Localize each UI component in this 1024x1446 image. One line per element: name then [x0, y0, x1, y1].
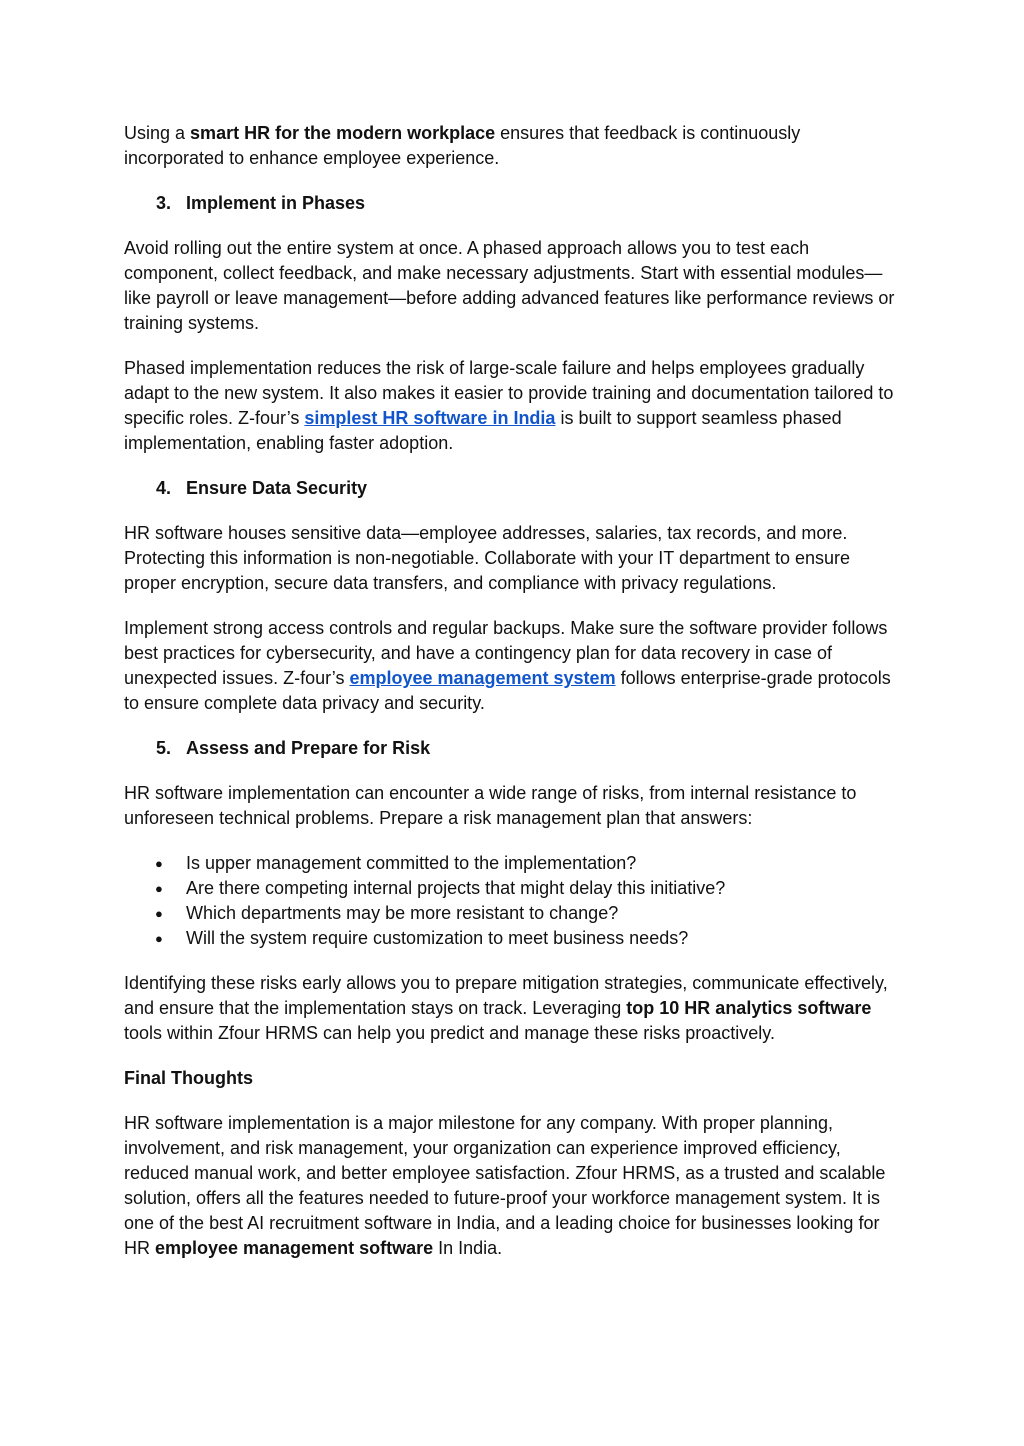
paragraph-smart-hr [124, 121, 904, 171]
list-item-text: Is upper management committed to the implementation? [186, 853, 637, 873]
heading-number: 4. [156, 478, 172, 498]
bullet-icon: ● [155, 856, 163, 871]
list-item [124, 851, 904, 876]
paragraph-sensitive-data: HR software houses sensitive data—employee addresses, salaries, tax records, and more. Protecting this information is non-negotiable. Collaborate with your IT department to ensure proper encryption, secure data transfers, and compliance with privacy regulations. [124, 523, 851, 593]
paragraph-phased-approach: Avoid rolling out the entire system at once. A phased approach allows you to test each component, collect feedback, and make necessary adjustments. Start with essential modules—like payroll or leave management—before adding advanced features like performance reviews or training systems. [124, 238, 895, 333]
text-run: Using a [124, 123, 191, 143]
text-run: HR software implementation is a major milestone for any company. With proper planning, involvement, and risk management, your organization can experience improved efficiency, reduced manual work, and better employee satisfaction. Zfour HRMS, as a trusted and scalable solution, offers all the features needed to future-proof your workforce management system. It is one of the best AI recruitment software in India, and a leading choice for businesses looking for HR [124, 1113, 886, 1258]
bullet-icon: ● [155, 881, 163, 896]
bullet-icon: ● [155, 906, 163, 921]
text-run: follows enterprise-grade protocols to ensure complete data privacy and security. [124, 668, 891, 713]
list-item-text: Will the system require customization to meet business needs? [186, 928, 689, 948]
paragraph-risk-intro: HR software implementation can encounter a wide range of risks, from internal resistance to unforeseen technical problems. Prepare a risk management plan that answers: [124, 783, 857, 828]
text-run: ensures that feedback is continuously incorporated to enhance employee experience. [124, 123, 801, 168]
text-run: is built to support seamless phased implementation, enabling faster adoption. [124, 408, 842, 453]
bold-phrase: top 10 HR analytics software [626, 998, 872, 1018]
bold-phrase: employee management software [155, 1238, 434, 1258]
heading-title: Ensure Data Security [186, 478, 368, 498]
bullet-icon: ● [155, 931, 163, 946]
link-simplest-hr-software[interactable]: simplest HR software in India [304, 408, 556, 428]
heading-number: 3. [156, 193, 172, 213]
list-item [124, 926, 904, 951]
paragraph-final-thoughts [124, 1111, 904, 1261]
section-heading-assess-risk [124, 736, 904, 761]
section-heading-ensure-data-security [124, 476, 904, 501]
list-item-text: Which departments may be more resistant to change? [186, 903, 619, 923]
paragraph-phased-implementation [124, 356, 904, 456]
text-run: Phased implementation reduces the risk of large-scale failure and helps employees gradually adapt to the new system. It also makes it easier to provide training and documentation tailored to specific roles. Z-four’s [124, 358, 894, 428]
section-heading-final-thoughts: Final Thoughts [124, 1068, 253, 1088]
list-item [124, 876, 904, 901]
heading-number: 5. [156, 738, 172, 758]
list-item [124, 901, 904, 926]
bold-phrase: smart HR for the modern workplace [190, 123, 496, 143]
list-item-text: Are there competing internal projects that might delay this initiative? [186, 878, 726, 898]
section-heading-implement-in-phases [124, 191, 904, 216]
risk-question-list [124, 851, 904, 951]
heading-title: Implement in Phases [186, 193, 366, 213]
heading-title: Assess and Prepare for Risk [186, 738, 431, 758]
text-run: Identifying these risks early allows you to prepare mitigation strategies, communicate effectively, and ensure that the implementation stays on track. Leveraging [124, 973, 888, 1018]
link-employee-management-system[interactable]: employee management system [349, 668, 616, 688]
paragraph-access-controls [124, 616, 904, 716]
document-page [124, 121, 904, 1281]
paragraph-identifying-risks [124, 971, 904, 1046]
text-run: tools within Zfour HRMS can help you predict and manage these risks proactively. [124, 1023, 775, 1043]
text-run: In India. [433, 1238, 503, 1258]
text-run: Implement strong access controls and regular backups. Make sure the software provider follows best practices for cybersecurity, and have a contingency plan for data recovery in case of unexpected issues. Z-four’s [124, 618, 888, 688]
